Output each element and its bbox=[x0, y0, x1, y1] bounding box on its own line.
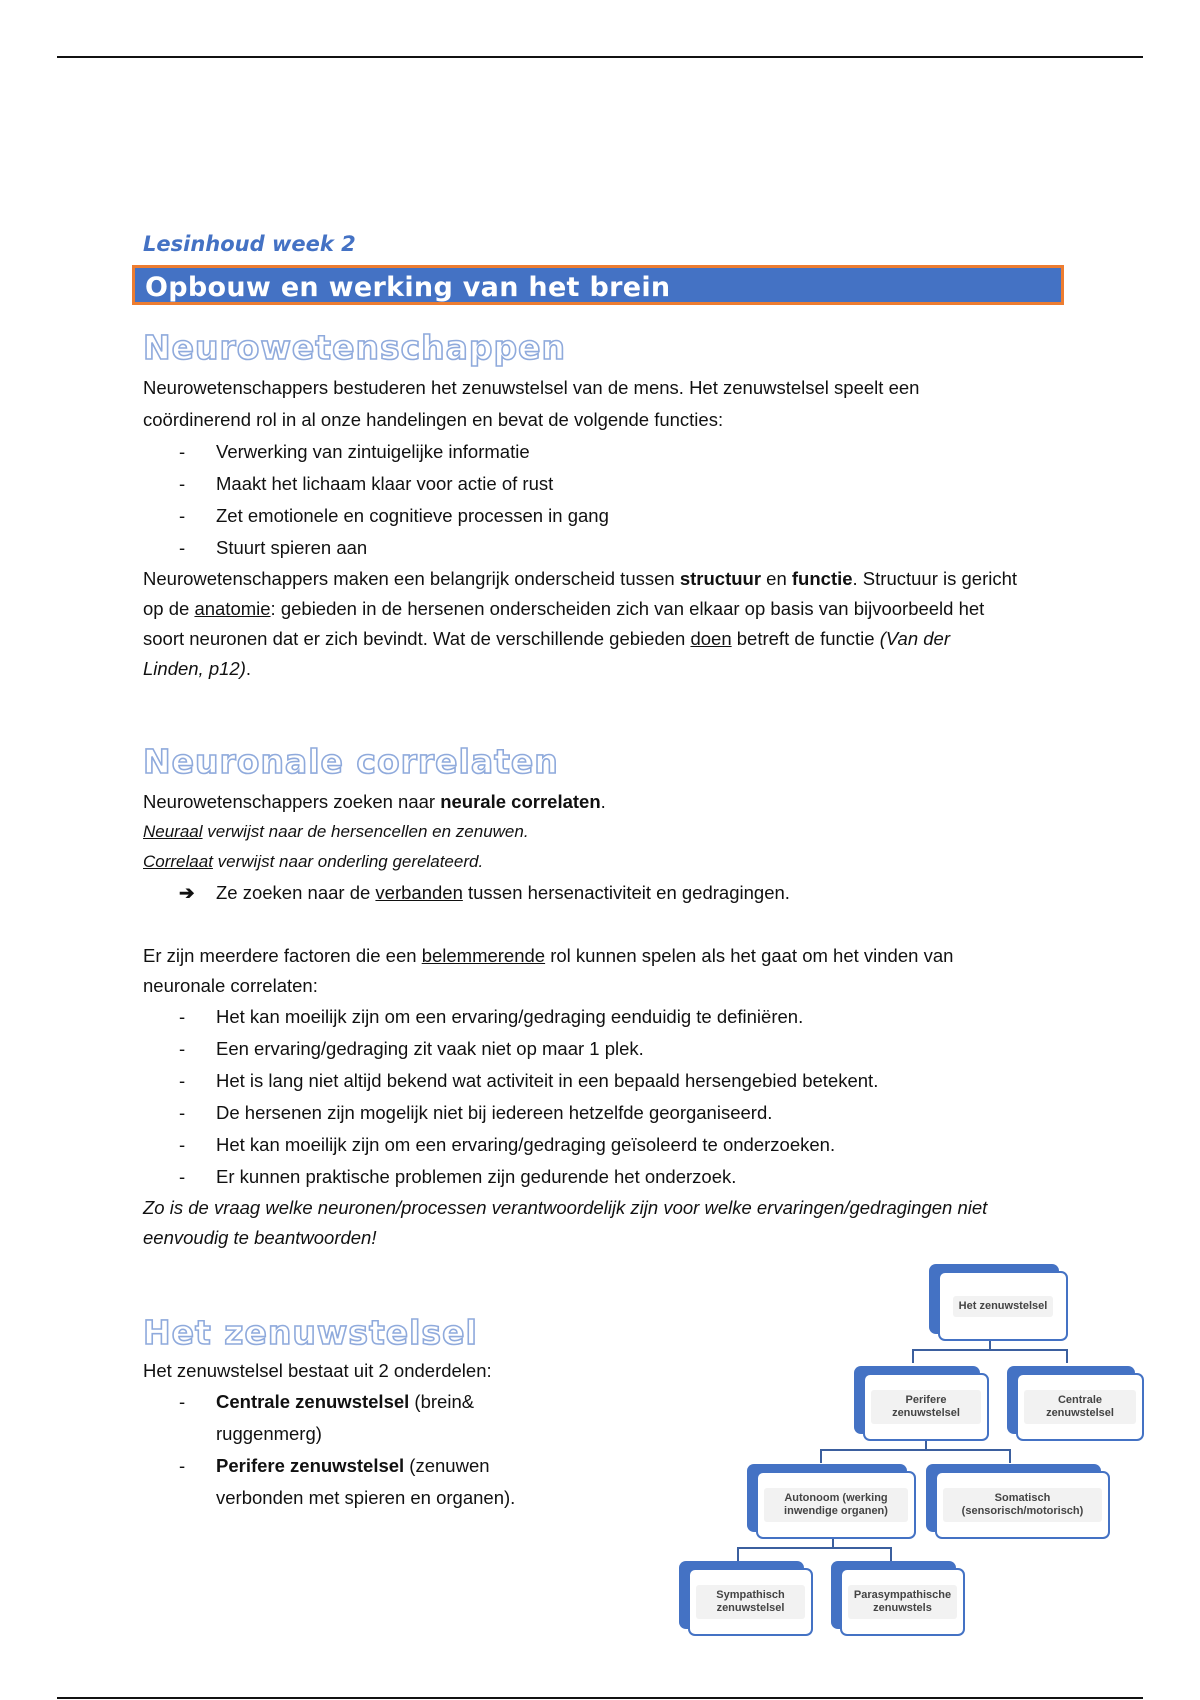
list-item: - Het kan moeilijk zijn om een ervaring/gedraging geïsoleerd te onderzoeken. bbox=[179, 1134, 836, 1155]
list-item: - Perifere zenuwstelsel (zenuwen verbonden met spieren en organen). bbox=[179, 1455, 516, 1508]
list-item: - De hersenen zijn mogelijk niet bij iedereen hetzelfde georganiseerd. bbox=[179, 1102, 773, 1123]
list-item: - Maakt het lichaam klaar voor actie of rust bbox=[179, 473, 554, 494]
list-item: - Centrale zenuwstelsel (brein& ruggenmerg) bbox=[179, 1391, 475, 1444]
top-rule bbox=[57, 56, 1143, 58]
heading-neurowetenschappen: Neurowetenschappen bbox=[143, 328, 567, 367]
list-item: - Het is lang niet altijd bekend wat activiteit in een bepaald hersengebied betekent. bbox=[179, 1070, 879, 1091]
paragraph-line: op de anatomie: gebieden in de hersenen onderscheiden zich van elkaar op basis van bijvoorbeeld het bbox=[143, 598, 985, 619]
list-item: - Een ervaring/gedraging zit vaak niet op maar 1 plek. bbox=[179, 1038, 644, 1059]
title-bar bbox=[132, 265, 1064, 305]
page-title: Opbouw en werking van het brein bbox=[145, 272, 671, 303]
paragraph-line: soort neuronen dat er zich bevindt. Wat de verschillende gebieden doen betreft de functie (Van der bbox=[143, 628, 950, 649]
diagram-node-centraal: Centrale zenuwstelsel bbox=[1016, 1373, 1144, 1441]
intro-line: Neurowetenschappers bestuderen het zenuwstelsel van de mens. Het zenuwstelsel speelt een bbox=[143, 377, 920, 398]
list-item: - Zet emotionele en cognitieve processen in gang bbox=[179, 505, 609, 526]
list-item: - Verwerking van zintuigelijke informatie bbox=[179, 441, 530, 462]
arrow-icon: ➔ bbox=[179, 882, 195, 903]
intro-line: coördinerend rol in al onze handelingen en bevat de volgende functies: bbox=[143, 409, 724, 430]
diagram-node-autonoom: Autonoom (werking inwendige organen) bbox=[756, 1471, 916, 1539]
subtitle: Lesinhoud week 2 bbox=[143, 232, 356, 256]
heading-neuronale-correlaten: Neuronale correlaten bbox=[143, 742, 559, 781]
section-neurowetenschappen bbox=[143, 372, 1073, 684]
list-item: - Stuurt spieren aan bbox=[179, 537, 368, 558]
function-list bbox=[143, 436, 1073, 564]
diagram-node-parasympathisch: Parasympathische zenuwstels bbox=[840, 1568, 965, 1636]
paragraph-line: Neurowetenschappers maken een belangrijk onderscheid tussen structuur en functie. Structuur is gericht bbox=[143, 568, 1018, 589]
heading-het-zenuwstelsel: Het zenuwstelsel bbox=[143, 1313, 478, 1352]
definition-line: Correlaat verwijst naar onderling gerelateerd. bbox=[143, 852, 484, 871]
definition-line: Neuraal verwijst naar de hersencellen en zenuwen. bbox=[143, 822, 529, 841]
arrow-point: ➔ Ze zoeken naar de verbanden tussen hersenactiviteit en gedragingen. bbox=[143, 877, 1073, 909]
diagram-node-sympathisch: Sympathisch zenuwstelsel bbox=[688, 1568, 813, 1636]
factor-list bbox=[143, 1001, 1073, 1193]
paragraph-line: neuronale correlaten: bbox=[143, 975, 318, 996]
component-list bbox=[143, 1386, 623, 1514]
conclusion-line: eenvoudig te beantwoorden! bbox=[143, 1227, 377, 1248]
section-het-zenuwstelsel bbox=[143, 1356, 623, 1514]
section-neuronale-correlaten bbox=[143, 787, 1073, 1253]
list-item: - Er kunnen praktische problemen zijn gedurende het onderzoek. bbox=[179, 1166, 737, 1187]
conclusion-line: Zo is de vraag welke neuronen/processen verantwoordelijk zijn voor welke ervaringen/gedragingen niet bbox=[143, 1197, 988, 1218]
list-item: - Het kan moeilijk zijn om een ervaring/gedraging eenduidig te definiëren. bbox=[179, 1006, 804, 1027]
diagram-node-perifeer: Perifere zenuwstelsel bbox=[863, 1373, 989, 1441]
diagram-node-somatisch: Somatisch (sensorisch/motorisch) bbox=[935, 1471, 1110, 1539]
paragraph-line: Linden, p12). bbox=[143, 658, 252, 679]
paragraph-line: Het zenuwstelsel bestaat uit 2 onderdelen: bbox=[143, 1360, 492, 1381]
paragraph-line: Neurowetenschappers zoeken naar neurale correlaten. bbox=[143, 791, 606, 812]
bottom-rule bbox=[57, 1697, 1143, 1699]
paragraph-line: Er zijn meerdere factoren die een belemmerende rol kunnen spelen als het gaat om het vinden van bbox=[143, 945, 954, 966]
diagram-node-root: Het zenuwstelsel bbox=[938, 1271, 1068, 1341]
